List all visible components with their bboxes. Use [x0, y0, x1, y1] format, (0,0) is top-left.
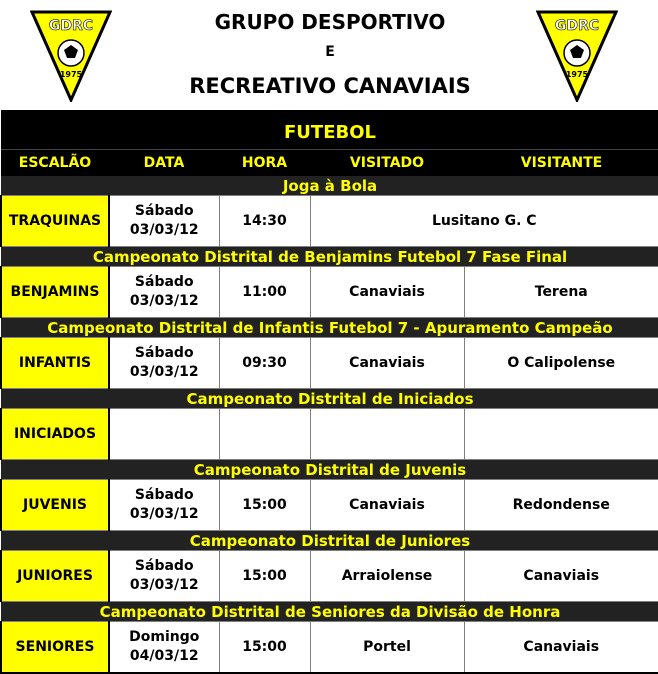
date: 04/03/12 [129, 648, 199, 664]
away-team-cell: Redondense [464, 480, 658, 531]
weekday: Sábado [134, 203, 194, 220]
home-team-cell: Arraiolense [310, 551, 464, 602]
competition-header [1, 176, 658, 196]
escalao-cell: JUVENIS [1, 480, 109, 531]
column-header-row [1, 150, 658, 177]
time-cell [219, 409, 310, 460]
competition-title: Campeonato Distrital de Iniciados [1, 389, 658, 409]
date: 03/03/12 [129, 506, 199, 522]
col-header-escalao: ESCALÃO [1, 150, 109, 177]
col-header-hora: HORA [219, 150, 310, 177]
home-team-cell: Portel [310, 622, 464, 674]
competition-header [1, 602, 658, 622]
competition-header [1, 247, 658, 267]
competition-title: Campeonato Distrital de Benjamins Futebol 7 Fase Final [1, 247, 658, 267]
date-cell [109, 196, 219, 247]
fixtures-table [0, 110, 658, 674]
escalao-cell: TRAQUINAS [1, 196, 109, 247]
date-cell [109, 338, 219, 389]
fixture-row [1, 409, 658, 460]
away-team-cell: Canaviais [464, 622, 658, 674]
competition-title: Campeonato Distrital de Seniores da Divisão de Honra [1, 602, 658, 622]
away-team-cell: O Calipolense [464, 338, 658, 389]
svg-text:1975: 1975 [59, 70, 83, 79]
weekday: Sábado [134, 487, 194, 504]
club-crest-logo-right [536, 10, 618, 102]
club-title-conjunction: E [325, 44, 335, 60]
date: 03/03/12 [129, 364, 199, 380]
fixture-row [1, 196, 658, 247]
col-header-visitado: VISITADO [310, 150, 464, 177]
time-cell: 14:30 [219, 196, 310, 247]
date: 03/03/12 [129, 293, 199, 309]
club-title-line2: RECREATIVO CANAVIAIS [189, 74, 471, 98]
time-cell: 15:00 [219, 551, 310, 602]
fixture-row [1, 622, 658, 674]
competition-title: Campeonato Distrital de Juvenis [1, 460, 658, 480]
home-team-cell [310, 409, 464, 460]
svg-text:1975: 1975 [565, 70, 589, 79]
competition-header [1, 389, 658, 409]
fixture-row [1, 480, 658, 531]
time-cell: 09:30 [219, 338, 310, 389]
sport-banner-label: FUTEBOL [1, 115, 658, 150]
date-cell [109, 409, 219, 460]
time-cell: 11:00 [219, 267, 310, 318]
escalao-cell: JUNIORES [1, 551, 109, 602]
competition-title: Campeonato Distrital de Infantis Futebol 7 - Apuramento Campeão [1, 318, 658, 338]
date: 03/03/12 [129, 577, 199, 593]
escalao-cell: INFANTIS [1, 338, 109, 389]
opponent-cell: Lusitano G. C [310, 196, 658, 247]
fixture-row [1, 551, 658, 602]
competition-header [1, 531, 658, 551]
home-team-cell: Canaviais [310, 267, 464, 318]
away-team-cell: Canaviais [464, 551, 658, 602]
weekday: Sábado [134, 345, 194, 362]
escalao-cell: INICIADOS [1, 409, 109, 460]
weekday: Sábado [134, 558, 194, 575]
date: 03/03/12 [129, 222, 199, 238]
fixture-row [1, 338, 658, 389]
date-cell [109, 622, 219, 674]
club-crest-logo-left [30, 10, 112, 102]
competition-title: Joga à Bola [1, 176, 658, 196]
weekday: Sábado [134, 274, 194, 291]
date-cell [109, 267, 219, 318]
club-title-line1: GRUPO DESPORTIVO [214, 10, 446, 34]
fixture-row [1, 267, 658, 318]
weekday: Domingo [129, 629, 200, 646]
svg-text:GDRC: GDRC [48, 18, 94, 34]
date-cell [109, 551, 219, 602]
time-cell: 15:00 [219, 622, 310, 674]
away-team-cell [464, 409, 658, 460]
svg-text:GDRC: GDRC [554, 18, 600, 34]
col-header-data: DATA [109, 150, 219, 177]
escalao-cell: SENIORES [1, 622, 109, 674]
home-team-cell: Canaviais [310, 480, 464, 531]
time-cell: 15:00 [219, 480, 310, 531]
date-cell [109, 480, 219, 531]
col-header-visitante: VISITANTE [464, 150, 658, 177]
competition-title: Campeonato Distrital de Juniores [1, 531, 658, 551]
home-team-cell: Canaviais [310, 338, 464, 389]
sport-banner [1, 115, 658, 150]
away-team-cell: Terena [464, 267, 658, 318]
competition-header [1, 318, 658, 338]
escalao-cell: BENJAMINS [1, 267, 109, 318]
competition-header [1, 460, 658, 480]
